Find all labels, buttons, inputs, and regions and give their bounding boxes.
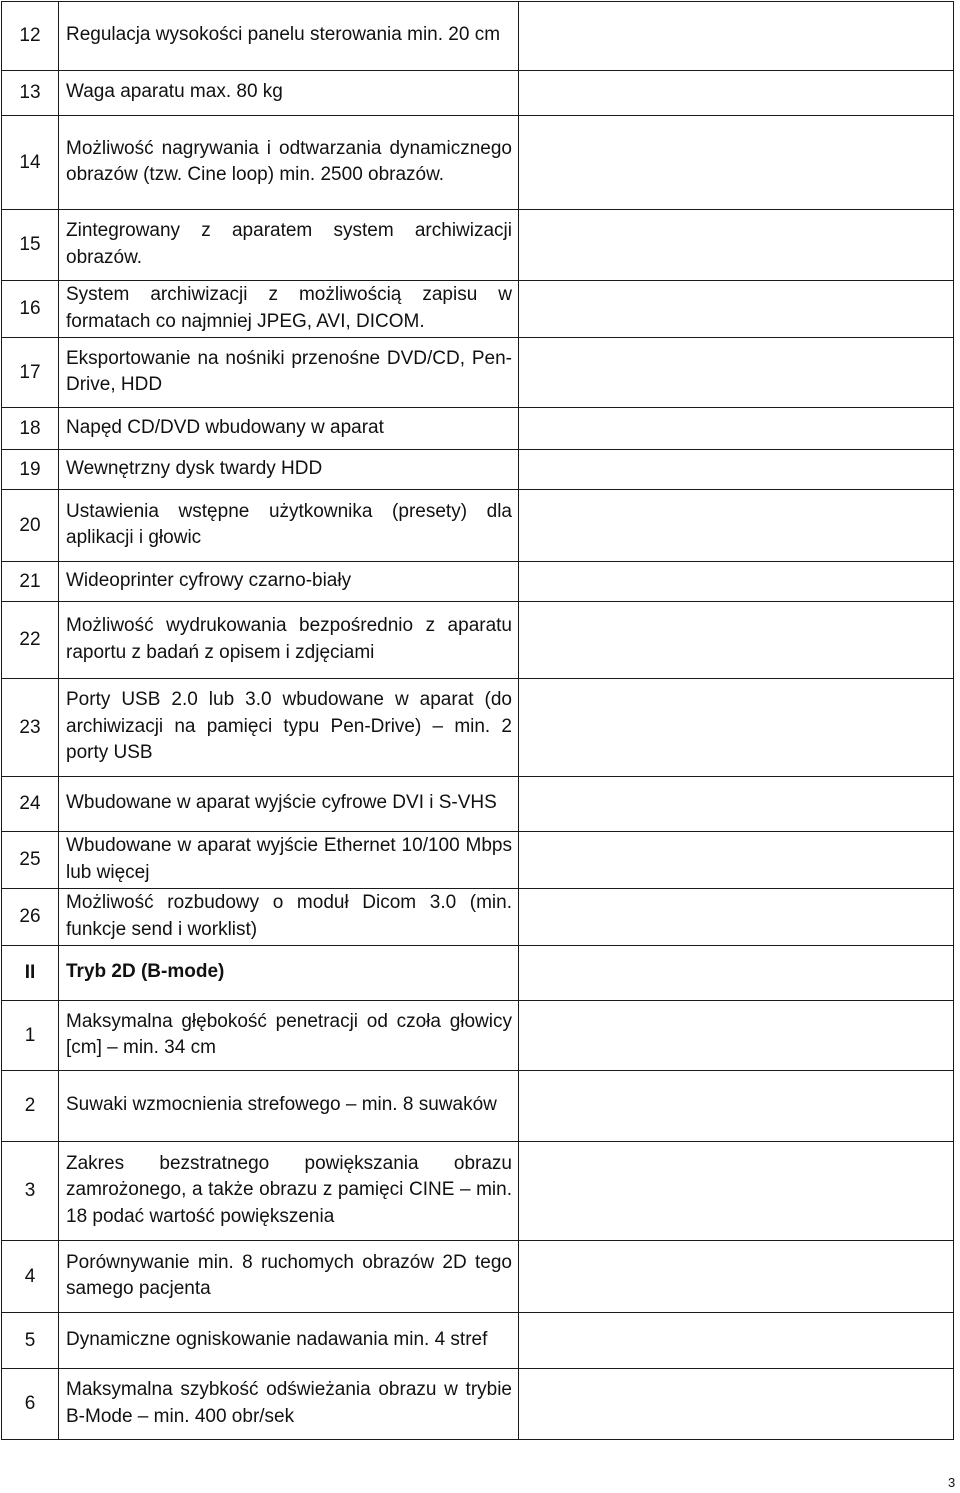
row-description: Waga aparatu max. 80 kg — [66, 81, 283, 103]
table-row — [2, 281, 954, 338]
value-cell — [519, 71, 954, 116]
row-description: Maksymalna szybkość odświeżania obrazu w trybie B-Mode – min. 400 obr/sek — [66, 1379, 512, 1427]
row-description: Porty USB 2.0 lub 3.0 wbudowane w aparat (do archiwizacji na pamięci typu Pen-Drive) – min. 2 porty USB — [66, 689, 512, 764]
table-row — [2, 562, 954, 602]
table-row — [2, 338, 954, 408]
row-description: Możliwość wydrukowania bezpośrednio z aparatu raportu z badań z opisem i zdjęciami — [66, 615, 512, 663]
value-cell — [519, 679, 954, 777]
table-row — [2, 1001, 954, 1071]
value-cell — [519, 1241, 954, 1313]
table-row — [2, 450, 954, 490]
row-number: 2 — [2, 1071, 59, 1142]
row-number: 19 — [2, 450, 59, 490]
row-number: 20 — [2, 490, 59, 562]
row-description: Wbudowane w aparat wyjście Ethernet 10/100 Mbps lub więcej — [66, 835, 512, 883]
page-number: 3 — [948, 1475, 956, 1490]
section-number: II — [2, 946, 59, 1001]
specification-table — [1, 1, 954, 1440]
row-description: Suwaki wzmocnienia strefowego – min. 8 suwaków — [66, 1094, 497, 1116]
row-description: Ustawienia wstępne użytkownika (presety) dla aplikacji i głowic — [66, 500, 512, 548]
value-cell — [519, 281, 954, 338]
row-number: 12 — [2, 2, 59, 71]
row-description: Maksymalna głębokość penetracji od czoła głowicy [cm] – min. 34 cm — [66, 1010, 512, 1058]
table-row — [2, 602, 954, 679]
value-cell — [519, 777, 954, 832]
table-row — [2, 1142, 954, 1241]
row-description: Wbudowane w aparat wyjście cyfrowe DVI i S-VHS — [66, 792, 497, 814]
value-cell — [519, 1313, 954, 1369]
row-number: 18 — [2, 408, 59, 450]
table-row — [2, 408, 954, 450]
row-number: 24 — [2, 777, 59, 832]
row-number: 5 — [2, 1313, 59, 1369]
row-number: 3 — [2, 1142, 59, 1241]
row-number: 23 — [2, 679, 59, 777]
value-cell — [519, 602, 954, 679]
table-row — [2, 210, 954, 281]
value-cell — [519, 408, 954, 450]
row-number: 15 — [2, 210, 59, 281]
row-number: 13 — [2, 71, 59, 116]
table-row — [2, 1369, 954, 1440]
table-row — [2, 679, 954, 777]
row-description: Porównywanie min. 8 ruchomych obrazów 2D tego samego pacjenta — [66, 1251, 512, 1299]
row-description: Zakres bezstratnego powiększania obrazu zamrożonego, a także obrazu z pamięci CINE – min. 18 podać wartość powiększenia — [66, 1152, 512, 1227]
row-description: Możliwość rozbudowy o moduł Dicom 3.0 (min. funkcje send i worklist) — [66, 892, 512, 940]
value-cell — [519, 946, 954, 1001]
value-cell — [519, 889, 954, 946]
row-description: Regulacja wysokości panelu sterowania min. 20 cm — [66, 24, 501, 46]
section-heading: Tryb 2D (B-mode) — [66, 961, 225, 983]
value-cell — [519, 1369, 954, 1440]
row-number: 16 — [2, 281, 59, 338]
row-number: 21 — [2, 562, 59, 602]
value-cell — [519, 1001, 954, 1071]
row-description: Eksportowanie na nośniki przenośne DVD/CD, Pen-Drive, HDD — [66, 347, 512, 395]
row-number: 26 — [2, 889, 59, 946]
value-cell — [519, 562, 954, 602]
value-cell — [519, 450, 954, 490]
value-cell — [519, 2, 954, 71]
table-row — [2, 71, 954, 116]
row-description: Wideoprinter cyfrowy czarno-biały — [66, 569, 352, 591]
table-row — [2, 832, 954, 889]
row-description: Wewnętrzny dysk twardy HDD — [66, 457, 323, 479]
table-row — [2, 1313, 954, 1369]
row-number: 25 — [2, 832, 59, 889]
value-cell — [519, 1071, 954, 1142]
row-number: 4 — [2, 1241, 59, 1313]
row-description: Zintegrowany z aparatem system archiwizacji obrazów. — [66, 220, 512, 268]
row-number: 17 — [2, 338, 59, 408]
row-description: Możliwość nagrywania i odtwarzania dynamicznego obrazów (tzw. Cine loop) min. 2500 obrazów. — [66, 137, 512, 185]
value-cell — [519, 490, 954, 562]
table-row — [2, 490, 954, 562]
row-description: Napęd CD/DVD wbudowany w aparat — [66, 416, 384, 438]
table-row — [2, 2, 954, 71]
value-cell — [519, 210, 954, 281]
section-row — [2, 946, 954, 1001]
row-number: 6 — [2, 1369, 59, 1440]
row-number: 22 — [2, 602, 59, 679]
value-cell — [519, 338, 954, 408]
table-row — [2, 889, 954, 946]
table-row — [2, 777, 954, 832]
table-row — [2, 1071, 954, 1142]
row-description: Dynamiczne ogniskowanie nadawania min. 4 stref — [66, 1328, 488, 1350]
row-number: 14 — [2, 116, 59, 210]
table-row — [2, 116, 954, 210]
row-description: System archiwizacji z możliwością zapisu w formatach co najmniej JPEG, AVI, DICOM. — [66, 284, 512, 332]
row-number: 1 — [2, 1001, 59, 1071]
value-cell — [519, 832, 954, 889]
table-row — [2, 1241, 954, 1313]
value-cell — [519, 1142, 954, 1241]
value-cell — [519, 116, 954, 210]
